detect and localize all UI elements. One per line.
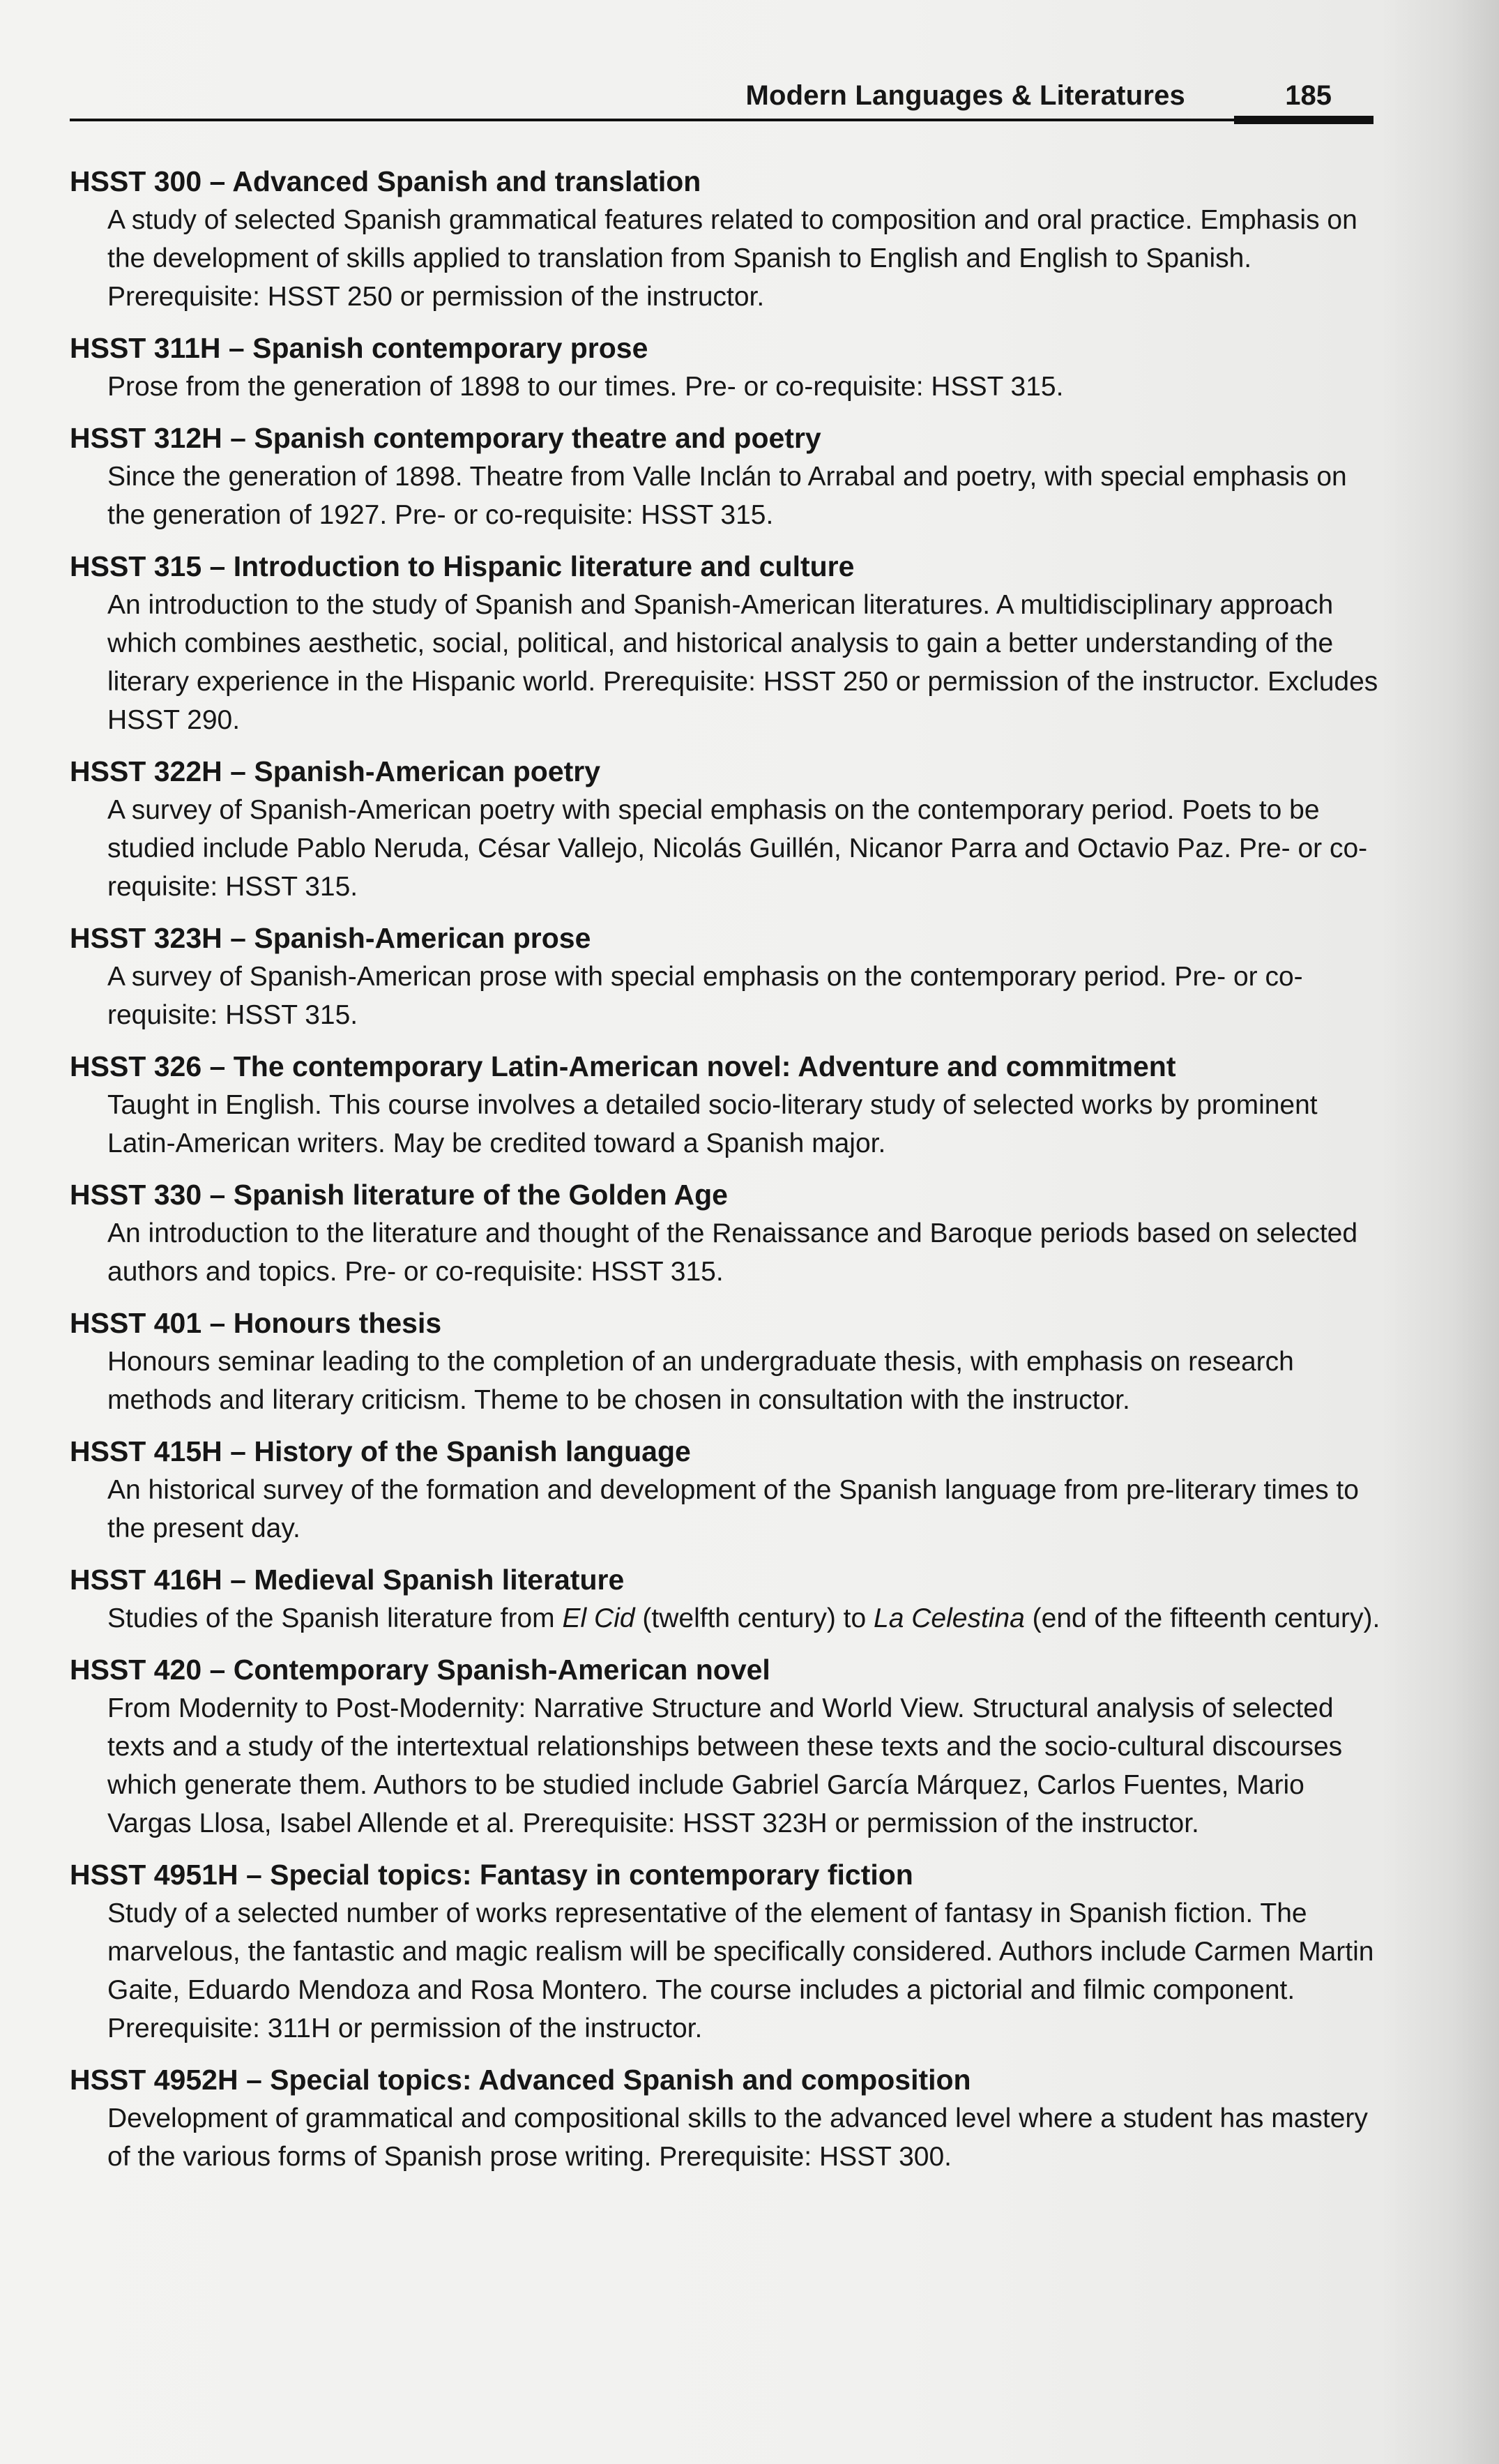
course-heading: HSST 330 – Spanish literature of the Golden Age bbox=[70, 1179, 728, 1211]
course-description: Since the generation of 1898. Theatre from Valle Inclán to Arrabal and poetry, with special emphasis on the generation of 1927. Pre- or co-requisite: HSST 315. bbox=[107, 462, 1347, 530]
course-entry bbox=[70, 2060, 1380, 2176]
description-text: (twelfth century) to bbox=[634, 1603, 874, 1633]
course-code: HSST 322H bbox=[70, 755, 222, 787]
course-title: Spanish contemporary prose bbox=[252, 332, 648, 364]
course-heading: HSST 315 – Introduction to Hispanic literature and culture bbox=[70, 550, 855, 582]
course-entry bbox=[70, 418, 1380, 534]
course-entry bbox=[70, 328, 1380, 406]
course-heading: HSST 4951H – Special topics: Fantasy in contemporary fiction bbox=[70, 1859, 913, 1891]
course-title: Spanish contemporary theatre and poetry bbox=[254, 422, 821, 454]
course-entry bbox=[70, 1855, 1380, 2048]
course-title: Medieval Spanish literature bbox=[254, 1564, 625, 1596]
course-description: Development of grammatical and compositional skills to the advanced level where a student has mastery of the various forms of Spanish prose writing. Prerequisite: HSST 300. bbox=[107, 2103, 1368, 2172]
course-title: Introduction to Hispanic literature and culture bbox=[233, 550, 855, 582]
course-code: HSST 420 bbox=[70, 1654, 202, 1686]
course-title: The contemporary Latin-American novel: Adventure and commitment bbox=[233, 1050, 1176, 1082]
course-title: Spanish-American prose bbox=[254, 922, 591, 954]
course-description: From Modernity to Post-Modernity: Narrative Structure and World View. Structural analysis of selected texts and a study of the intertextual relationships between these texts and the socio-cultural discourses which generate them. Authors to be studied include Gabriel García Márquez, Carlos Fuentes, Mario Vargas Llosa, Isabel Allende et al. Prerequisite: HSST 323H or permission of the instructor. bbox=[107, 1693, 1343, 1838]
course-title: Special topics: Advanced Spanish and composition bbox=[270, 2064, 971, 2096]
course-code: HSST 401 bbox=[70, 1307, 202, 1339]
work-title-el-cid: El Cid bbox=[562, 1603, 635, 1633]
course-description: Prose from the generation of 1898 to our times. Pre- or co-requisite: HSST 315. bbox=[107, 372, 1064, 402]
description-text: Studies of the Spanish literature from bbox=[107, 1603, 563, 1633]
course-entry bbox=[70, 1560, 1380, 1638]
course-code: HSST 415H bbox=[70, 1435, 222, 1467]
course-heading: HSST 4952H – Special topics: Advanced Spanish and composition bbox=[70, 2064, 971, 2096]
course-description: Honours seminar leading to the completion of an undergraduate thesis, with emphasis on research methods and literary criticism. Theme to be chosen in consultation with the instructor. bbox=[107, 1347, 1294, 1415]
course-entry bbox=[70, 1432, 1380, 1548]
course-entry bbox=[70, 1650, 1380, 1843]
course-heading: HSST 300 – Advanced Spanish and translation bbox=[70, 165, 701, 197]
course-entry bbox=[70, 1175, 1380, 1291]
course-code: HSST 311H bbox=[70, 332, 221, 364]
course-title: History of the Spanish language bbox=[254, 1435, 691, 1467]
course-heading: HSST 415H – History of the Spanish language bbox=[70, 1435, 691, 1467]
course-description: A survey of Spanish-American poetry with special emphasis on the contemporary period. Poets to be studied include Pablo Neruda, César Vallejo, Nicolás Guillén, Nicanor Parra and Octavio Paz. Pre- or co-requisite: HSST 315. bbox=[107, 795, 1368, 902]
course-description: An historical survey of the formation and development of the Spanish language from pre-literary times to the present day. bbox=[107, 1475, 1359, 1543]
course-entry bbox=[70, 1047, 1380, 1163]
course-entry bbox=[70, 162, 1380, 316]
course-heading: HSST 326 – The contemporary Latin-American novel: Adventure and commitment bbox=[70, 1050, 1176, 1082]
description-text: (end of the fifteenth century). bbox=[1024, 1603, 1380, 1633]
course-heading: HSST 311H – Spanish contemporary prose bbox=[70, 332, 648, 364]
course-heading: HSST 322H – Spanish-American poetry bbox=[70, 755, 601, 787]
course-entry bbox=[70, 919, 1380, 1034]
header-rule bbox=[70, 119, 1374, 121]
course-entry bbox=[70, 547, 1380, 739]
course-description: A survey of Spanish-American prose with special emphasis on the contemporary period. Pre- or co-requisite: HSST 315. bbox=[107, 962, 1303, 1030]
course-code: HSST 416H bbox=[70, 1564, 222, 1596]
course-code: HSST 4952H bbox=[70, 2064, 238, 2096]
course-entry bbox=[70, 1303, 1380, 1419]
course-title: Honours thesis bbox=[233, 1307, 442, 1339]
work-title-la-celestina: La Celestina bbox=[874, 1603, 1025, 1633]
course-entry bbox=[70, 752, 1380, 906]
course-description: Study of a selected number of works representative of the element of fantasy in Spanish fiction. The marvelous, the fantastic and magic realism will be specifically considered. Authors include Carmen Martin Gaite, Eduardo Mendoza and Rosa Montero. The course includes a pictorial and filmic component. Prerequisite: 311H or permission of the instructor. bbox=[107, 1898, 1374, 2043]
course-description bbox=[107, 1599, 1380, 1638]
course-code: HSST 4951H bbox=[70, 1859, 238, 1891]
course-code: HSST 312H bbox=[70, 422, 222, 454]
course-code: HSST 315 bbox=[70, 550, 202, 582]
course-heading: HSST 420 – Contemporary Spanish-American novel bbox=[70, 1654, 770, 1686]
course-description: An introduction to the literature and thought of the Renaissance and Baroque periods based on selected authors and topics. Pre- or co-requisite: HSST 315. bbox=[107, 1218, 1358, 1287]
course-title: Contemporary Spanish-American novel bbox=[233, 1654, 770, 1686]
course-title: Special topics: Fantasy in contemporary fiction bbox=[270, 1859, 913, 1891]
header-rule-tab bbox=[1234, 116, 1374, 124]
page-edge-shadow bbox=[1380, 0, 1499, 2464]
course-code: HSST 323H bbox=[70, 922, 222, 954]
course-title: Advanced Spanish and translation bbox=[232, 165, 701, 197]
course-title: Spanish literature of the Golden Age bbox=[233, 1179, 728, 1211]
running-title: Modern Languages & Literatures bbox=[745, 80, 1185, 111]
course-title: Spanish-American poetry bbox=[254, 755, 601, 787]
course-heading: HSST 323H – Spanish-American prose bbox=[70, 922, 591, 954]
page-number: 185 bbox=[1285, 80, 1332, 111]
course-heading: HSST 401 – Honours thesis bbox=[70, 1307, 442, 1339]
course-code: HSST 326 bbox=[70, 1050, 202, 1082]
course-list bbox=[70, 162, 1380, 2189]
course-heading: HSST 312H – Spanish contemporary theatre and poetry bbox=[70, 422, 821, 454]
course-code: HSST 330 bbox=[70, 1179, 202, 1211]
course-description: A study of selected Spanish grammatical features related to composition and oral practice. Emphasis on the development of skills applied to translation from Spanish to English and English to Spanish. Prerequisite: HSST 250 or permission of the instructor. bbox=[107, 205, 1357, 312]
course-heading: HSST 416H – Medieval Spanish literature bbox=[70, 1564, 625, 1596]
course-description: Taught in English. This course involves a detailed socio-literary study of selected works by prominent Latin-American writers. May be credited toward a Spanish major. bbox=[107, 1090, 1318, 1158]
course-code: HSST 300 bbox=[70, 165, 202, 197]
course-description: An introduction to the study of Spanish and Spanish-American literatures. A multidisciplinary approach which combines aesthetic, social, political, and historical analysis to gain a better understanding of the literary experience in the Hispanic world. Prerequisite: HSST 250 or permission of the instructor. Excludes HSST 290. bbox=[107, 590, 1378, 735]
